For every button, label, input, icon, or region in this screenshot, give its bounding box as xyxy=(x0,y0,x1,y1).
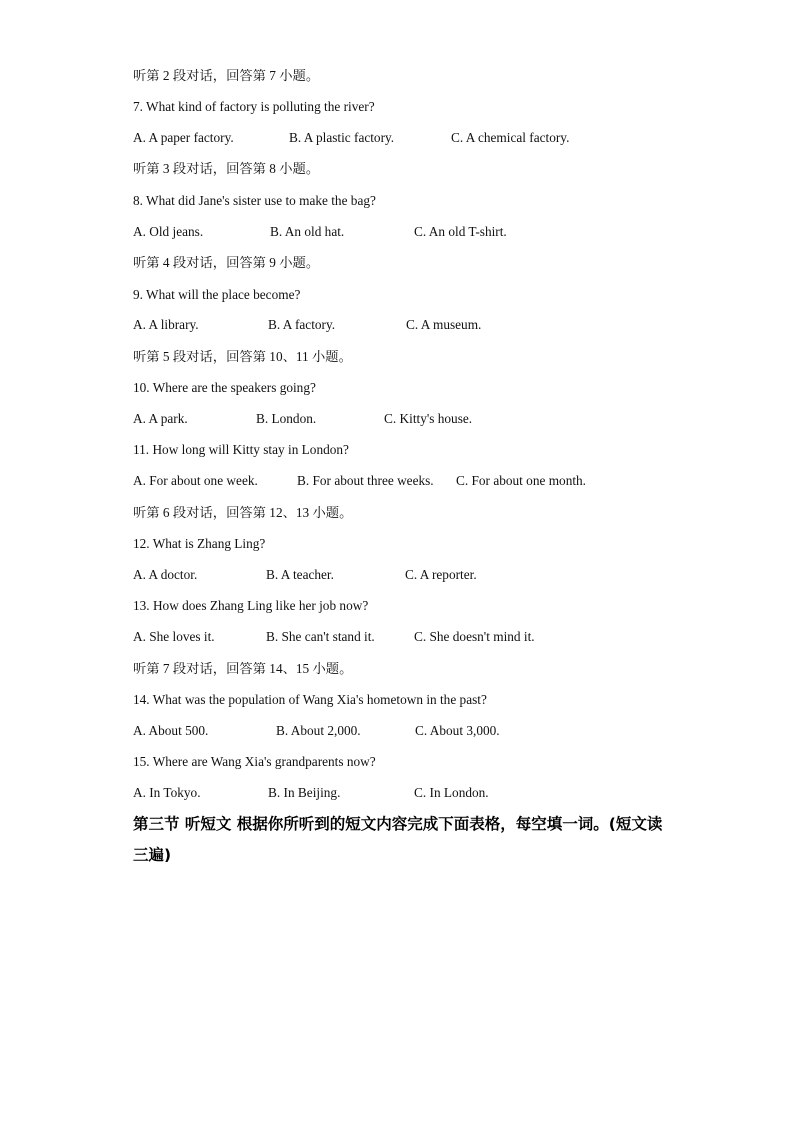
option-7a: A. A paper factory. xyxy=(133,130,234,145)
option-12b: B. A teacher. xyxy=(266,567,334,582)
options-11 xyxy=(0,473,794,489)
option-8a: A. Old jeans. xyxy=(133,224,204,239)
option-13a: A. She loves it. xyxy=(133,629,215,644)
option-12a: A. A doctor. xyxy=(133,567,198,582)
option-8c: C. An old T-shirt. xyxy=(414,224,507,239)
section-instruction-3: 听第 3 段对话，回答第 8 小题。 xyxy=(133,161,320,176)
question-10: 10. Where are the speakers going? xyxy=(133,380,316,395)
option-14a: A. About 500. xyxy=(133,723,209,738)
option-14b: B. About 2,000. xyxy=(276,723,361,738)
option-11a: A. For about one week. xyxy=(133,473,258,488)
option-15b: B. In Beijing. xyxy=(268,785,341,800)
options-15 xyxy=(0,785,794,801)
options-8 xyxy=(0,224,794,240)
question-14: 14. What was the population of Wang Xia's hometown in the past? xyxy=(133,692,487,707)
options-14 xyxy=(0,723,794,739)
question-12: 12. What is Zhang Ling? xyxy=(133,536,266,551)
option-10c: C. Kitty's house. xyxy=(384,411,473,426)
option-15c: C. In London. xyxy=(414,785,489,800)
option-14c: C. About 3,000. xyxy=(415,723,500,738)
option-9c: C. A museum. xyxy=(406,317,482,332)
question-7: 7. What kind of factory is polluting the river? xyxy=(133,99,375,114)
section-instruction-6: 听第 6 段对话，回答第 12、13 小题。 xyxy=(133,505,353,520)
question-8: 8. What did Jane's sister use to make the bag? xyxy=(133,193,376,208)
question-9: 9. What will the place become? xyxy=(133,287,301,302)
option-15a: A. In Tokyo. xyxy=(133,785,201,800)
question-13: 13. How does Zhang Ling like her job now? xyxy=(133,598,369,613)
options-7 xyxy=(0,130,794,146)
section-instruction-7: 听第 7 段对话，回答第 14、15 小题。 xyxy=(133,661,353,676)
option-9b: B. A factory. xyxy=(268,317,336,332)
option-13b: B. She can't stand it. xyxy=(266,629,375,644)
section-instruction-5: 听第 5 段对话，回答第 10、11 小题。 xyxy=(133,349,352,364)
option-7c: C. A chemical factory. xyxy=(451,130,570,145)
option-12c: C. A reporter. xyxy=(405,567,477,582)
question-15: 15. Where are Wang Xia's grandparents now? xyxy=(133,754,376,769)
options-13 xyxy=(0,629,794,645)
option-10a: A. A park. xyxy=(133,411,188,426)
part3-heading: 第三节 听短文 根据你所听到的短文内容完成下面表格，每空填一词。(短文读三遍) xyxy=(133,815,663,864)
option-10b: B. London. xyxy=(256,411,317,426)
options-10 xyxy=(0,411,794,427)
section-instruction-2: 听第 2 段对话，回答第 7 小题。 xyxy=(133,68,320,83)
option-13c: C. She doesn't mind it. xyxy=(414,629,535,644)
option-11c: C. For about one month. xyxy=(456,473,587,488)
option-7b: B. A plastic factory. xyxy=(289,130,395,145)
options-12 xyxy=(0,567,794,583)
question-11: 11. How long will Kitty stay in London? xyxy=(133,442,349,457)
option-9a: A. A library. xyxy=(133,317,199,332)
section-instruction-4: 听第 4 段对话，回答第 9 小题。 xyxy=(133,255,320,270)
options-9 xyxy=(0,317,794,333)
option-8b: B. An old hat. xyxy=(270,224,345,239)
option-11b: B. For about three weeks. xyxy=(297,473,434,488)
